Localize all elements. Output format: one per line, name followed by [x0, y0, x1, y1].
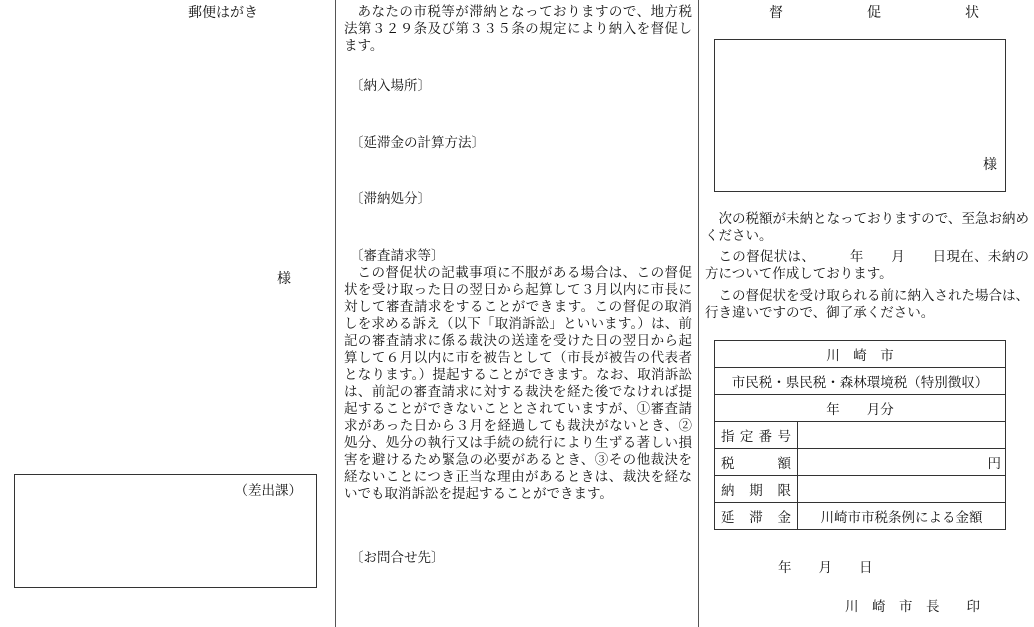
postcard-title: 郵便はがき [188, 5, 258, 21]
period-cell: 年 月分 [715, 395, 1006, 422]
mayor-seal-line: 川 崎 市 長 印 [845, 599, 980, 615]
due-date-value [798, 476, 1006, 503]
notice-text-panel [336, 0, 699, 627]
late-fee-value: 川崎市市税条例による金額 [798, 503, 1006, 530]
designation-number-value [798, 422, 1006, 449]
addressee-box [714, 39, 1006, 192]
demand-notice-panel [699, 0, 1034, 627]
notice-title-char: 促 [867, 5, 881, 21]
city-name-cell: 川 崎 市 [715, 341, 1006, 368]
review-request-heading: 〔審査請求等〕 [350, 248, 445, 264]
crossed-payment-paragraph: この督促状を受け取られる前に納入された場合は、行き違いですので、御了承ください。 [705, 288, 1029, 321]
table-row [715, 503, 1006, 530]
table-row [715, 422, 1006, 449]
issue-date: 年 月 日 [778, 560, 873, 576]
tax-summary-table [714, 340, 1006, 530]
delinquency-heading: 〔滞納処分〕 [350, 191, 431, 207]
table-row [715, 449, 1006, 476]
late-fee-label: 延滞金 [715, 503, 798, 530]
table-row [715, 476, 1006, 503]
review-request-text: この督促状の記載事項に不服がある場合は、この督促状を受け取った日の翌日から起算して３月以内に市長に対して審査請求をすることができます。この督促の取消しを求める訴え（以下「取消訴訟」といいます。）は、前記の審査請求に係る裁決の送達を受けた日の翌日から起算して６月以内に市を被告として（市長が被告の代表者となります。）提起することができます。なお、取消訴訟は、前記の審査請求に対する裁決を経た後でなければ提起することができないこととされていますが、①審査請求があった日から３月を経過しても裁決がないとき、②処分、処分の執行又は手続の続行により生ずる著しい損害を避けるため緊急の必要があるとき、③その他裁決を経ないことにつき正当な理由があるときは、裁決を経ないでも取消訴訟を提起することができます。 [344, 265, 692, 502]
intro-paragraph: あなたの市税等が滞納となっておりますので、地方税法第３２９条及び第３３５条の規定により納入を督促します。 [344, 4, 692, 54]
designation-number-label: 指定番号 [715, 422, 798, 449]
payment-request-paragraph: 次の税額が未納となっておりますので、至急お納めください。 [705, 211, 1029, 244]
sender-label: （差出課） [234, 483, 302, 499]
payment-place-heading: 〔納入場所〕 [350, 78, 431, 94]
tax-amount-value: 円 [798, 449, 1006, 476]
sender-box [14, 474, 317, 588]
late-fee-method-heading: 〔延滞金の計算方法〕 [350, 135, 485, 151]
inquiries-heading: 〔お問合せ先〕 [350, 550, 445, 566]
notice-title-char: 督 [769, 5, 783, 21]
tax-amount-label: 税額 [715, 449, 798, 476]
recipient-honorific: 様 [277, 271, 291, 287]
as-of-date-paragraph: この督促状は、 年 月 日現在、未納の方について作成しております。 [705, 249, 1029, 282]
due-date-label: 納期限 [715, 476, 798, 503]
notice-title [769, 2, 979, 22]
notice-title-char: 状 [965, 5, 979, 21]
tax-type-cell: 市民税・県民税・森林環境税（特別徴収） [715, 368, 1006, 395]
addressee-honorific: 様 [983, 157, 997, 173]
postcard-address-panel [0, 0, 336, 627]
